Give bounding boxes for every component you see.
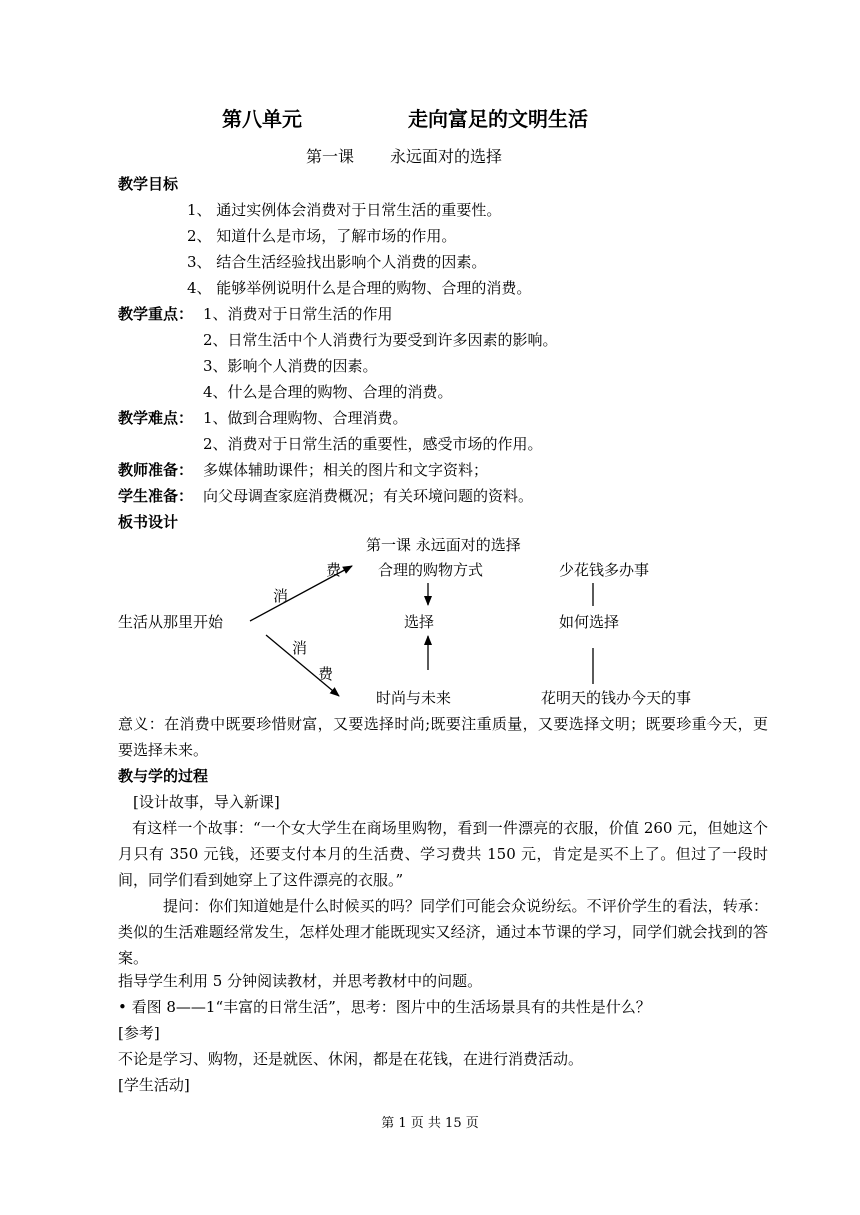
goal-item: 4、 能够举例说明什么是合理的购物、合理的消费。 [187,279,532,297]
question-paragraph: 提问：你们知道她是什么时候买的吗？同学们可能会众说纷纭。不评价学生的看法，转承：类似的生活难题经常发生，怎样处理才能既现实又经济，通过本节课的学习，同学们就会找到的答案。 [118,897,768,967]
teacher-prep-text: 多媒体辅助课件；相关的图片和文字资料； [203,461,489,479]
keypoint-item: 2、日常生活中个人消费行为要受到许多因素的影响。 [203,331,558,349]
unit-title: 第八单元 [222,107,302,131]
board-xiao-upper: 消 [273,587,289,605]
activity-label: [学生活动] [118,1076,190,1094]
difficulty-item: 2、消费对于日常生活的重要性，感受市场的作用。 [203,435,543,453]
difficulty-item: 1、做到合理购物、合理消费。 [203,409,408,427]
keypoint-item: 3、影响个人消费的因素。 [203,357,378,375]
board-xiao-lower: 消 [292,639,308,657]
board-fei-upper: 费 [326,561,342,579]
keypoint-item: 1、消费对于日常生活的作用 [203,305,393,323]
goal-item: 2、 知道什么是市场，了解市场的作用。 [187,227,457,245]
reference-label: [参考] [118,1024,160,1042]
board-fashion: 时尚与未来 [376,689,452,707]
design-label: [设计故事，导入新课] [133,793,280,811]
board-less-money: 少花钱多办事 [559,561,650,579]
guide-text: 指导学生利用 5 分钟阅读教材，并思考教材中的问题。 [118,972,483,990]
board-heading: 板书设计 [118,513,179,531]
goal-item: 1、 通过实例体会消费对于日常生活的重要性。 [187,201,502,219]
board-how-choose: 如何选择 [559,613,620,631]
student-prep-text: 向父母调查家庭消费概况；有关环境问题的资料。 [203,487,534,505]
keypoints-heading: 教学重点： [118,305,194,323]
board-choose: 选择 [404,613,435,631]
goals-heading: 教学目标 [118,175,179,193]
board-tomorrow: 花明天的钱办今天的事 [541,689,692,707]
board-fei-lower: 费 [318,665,334,683]
page-footer: 第 1 页 共 15 页 [381,1116,479,1131]
board-left-label: 生活从那里开始 [118,613,224,631]
lesson-title: 永远面对的选择 [390,147,503,166]
keypoint-item: 4、什么是合理的购物、合理的消费。 [203,383,453,401]
reference-text: 不论是学习、购物，还是就医、休闲，都是在花钱，在进行消费活动。 [118,1050,584,1068]
unit-name: 走向富足的文明生活 [408,107,588,131]
board-title: 第一课 永远面对的选择 [366,536,521,554]
meaning-paragraph: 意义：在消费中既要珍惜财富，又要选择时尚;既要注重质量，又要选择文明；既要珍重今天，更要选择未来。 [118,715,768,759]
board-reasonable: 合理的购物方式 [378,561,484,579]
story-paragraph: 有这样一个故事：“一个女大学生在商场里购物，看到一件漂亮的衣服，价值 260 元，但她这个月只有 350 元钱，还要支付本月的生活费、学习费共 150 元，肯定是买不上了。但过了一段时间，同学们看到她穿上了这件漂亮的衣服。” [118,819,768,889]
goal-item: 3、 结合生活经验找出影响个人消费的因素。 [187,253,487,271]
bullet-item: • 看图 8——1“丰富的日常生活”，思考：图片中的生活场景具有的共性是什么？ [118,998,651,1016]
lesson-number: 第一课 [306,147,355,166]
teacher-prep-heading: 教师准备： [118,461,194,479]
difficulties-heading: 教学难点： [118,409,194,427]
process-heading: 教与学的过程 [118,767,209,785]
student-prep-heading: 学生准备： [118,487,194,505]
